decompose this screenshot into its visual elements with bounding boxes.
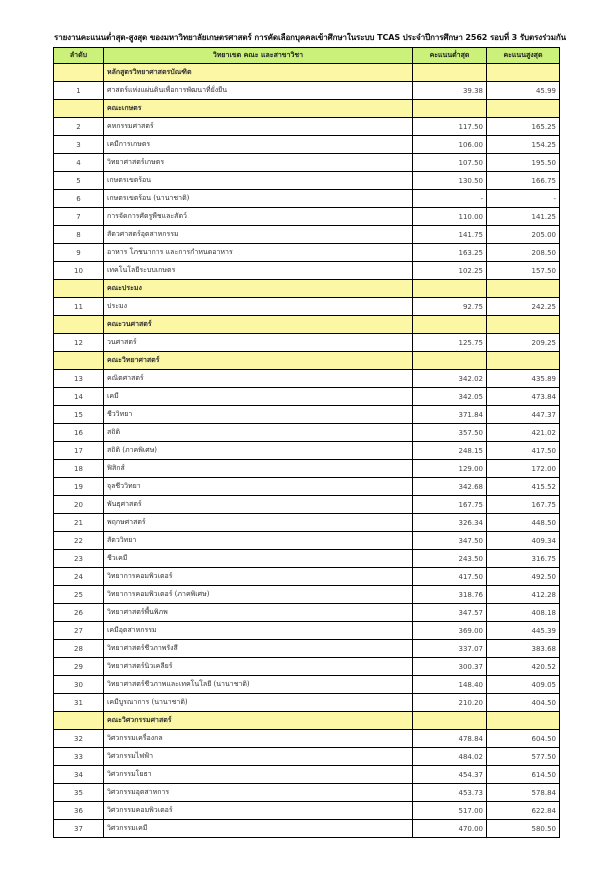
section-order: [54, 352, 104, 370]
section-name: คณะประมง: [104, 280, 413, 298]
table-row: [54, 496, 560, 514]
table-body: [54, 64, 560, 838]
row-max-score: 408.18: [487, 604, 560, 622]
row-program: เคมีอุตสาหกรรม: [104, 622, 413, 640]
row-order: 11: [54, 298, 104, 316]
row-order: 18: [54, 460, 104, 478]
section-name: คณะวนศาสตร์: [104, 316, 413, 334]
row-order: 32: [54, 730, 104, 748]
table-row: [54, 748, 560, 766]
row-min-score: 107.50: [413, 154, 487, 172]
row-order: 31: [54, 694, 104, 712]
row-max-score: 141.25: [487, 208, 560, 226]
row-order: 9: [54, 244, 104, 262]
row-max-score: 45.99: [487, 82, 560, 100]
table-row: [54, 370, 560, 388]
row-order: 19: [54, 478, 104, 496]
row-program: วิศวกรรมเครื่องกล: [104, 730, 413, 748]
row-min-score: 337.07: [413, 640, 487, 658]
section-max: [487, 712, 560, 730]
row-program: เกษตรเขตร้อน (นานาชาติ): [104, 190, 413, 208]
section-order: [54, 64, 104, 82]
row-order: 37: [54, 820, 104, 838]
section-min: [413, 280, 487, 298]
table-row: [54, 568, 560, 586]
header-order: ลำดับ: [54, 48, 104, 64]
row-max-score: 166.75: [487, 172, 560, 190]
row-max-score: 383.68: [487, 640, 560, 658]
row-program: ชีววิทยา: [104, 406, 413, 424]
row-program: สถิติ: [104, 424, 413, 442]
row-program: วิศวกรรมโยธา: [104, 766, 413, 784]
row-order: 25: [54, 586, 104, 604]
document-title: รายงานคะแนนต่ำสุด-สูงสุด ของมหาวิทยาลัยเกษตรศาสตร์ การคัดเลือกบุคคลเข้าศึกษาในระบบ TCAS ประจำปีการศึกษา 2562 รอบที่ 3 รับตรงร่วมกัน: [54, 33, 566, 42]
row-program: เคมี: [104, 388, 413, 406]
row-min-score: 129.00: [413, 460, 487, 478]
row-program: วิทยาศาสตร์ชีวภาพและเทคโนโลยี (นานาชาติ): [104, 676, 413, 694]
row-program: ประมง: [104, 298, 413, 316]
row-min-score: 130.50: [413, 172, 487, 190]
row-max-score: 420.52: [487, 658, 560, 676]
row-max-score: 316.75: [487, 550, 560, 568]
row-order: 6: [54, 190, 104, 208]
row-program: เกษตรเขตร้อน: [104, 172, 413, 190]
table-row: [54, 766, 560, 784]
row-min-score: 484.02: [413, 748, 487, 766]
section-max: [487, 100, 560, 118]
row-max-score: 580.50: [487, 820, 560, 838]
row-program: เคมีการเกษตร: [104, 136, 413, 154]
row-program: ชีวเคมี: [104, 550, 413, 568]
row-order: 7: [54, 208, 104, 226]
row-order: 29: [54, 658, 104, 676]
row-order: 12: [54, 334, 104, 352]
header-min-score: คะแนนต่ำสุด: [413, 48, 487, 64]
row-min-score: 326.34: [413, 514, 487, 532]
row-max-score: 208.50: [487, 244, 560, 262]
row-min-score: 517.00: [413, 802, 487, 820]
table-row: [54, 820, 560, 838]
row-order: 8: [54, 226, 104, 244]
row-min-score: 318.76: [413, 586, 487, 604]
header-program: วิทยาเขต คณะ และสาขาวิชา: [104, 48, 413, 64]
header-max-score: คะแนนสูงสุด: [487, 48, 560, 64]
row-order: 14: [54, 388, 104, 406]
section-min: [413, 100, 487, 118]
table-row: [54, 514, 560, 532]
row-min-score: 148.40: [413, 676, 487, 694]
row-order: 36: [54, 802, 104, 820]
row-max-score: 435.89: [487, 370, 560, 388]
row-min-score: 248.15: [413, 442, 487, 460]
row-max-score: 577.50: [487, 748, 560, 766]
section-max: [487, 352, 560, 370]
row-min-score: 117.50: [413, 118, 487, 136]
table-row: [54, 442, 560, 460]
row-order: 20: [54, 496, 104, 514]
row-max-score: 622.84: [487, 802, 560, 820]
table-row: [54, 118, 560, 136]
row-program: สัตววิทยา: [104, 532, 413, 550]
section-name: คณะวิศวกรรมศาสตร์: [104, 712, 413, 730]
row-order: 15: [54, 406, 104, 424]
table-row: [54, 802, 560, 820]
section-row: [54, 316, 560, 334]
row-program: วิศวกรรมคอมพิวเตอร์: [104, 802, 413, 820]
row-min-score: 141.75: [413, 226, 487, 244]
row-max-score: 195.50: [487, 154, 560, 172]
row-order: 3: [54, 136, 104, 154]
row-min-score: -: [413, 190, 487, 208]
row-max-score: 154.25: [487, 136, 560, 154]
table-row: [54, 586, 560, 604]
section-row: [54, 280, 560, 298]
row-min-score: 167.75: [413, 496, 487, 514]
row-program: วิทยาการคอมพิวเตอร์ (ภาคพิเศษ): [104, 586, 413, 604]
row-order: 30: [54, 676, 104, 694]
row-min-score: 453.73: [413, 784, 487, 802]
row-order: 23: [54, 550, 104, 568]
row-min-score: 417.50: [413, 568, 487, 586]
row-min-score: 163.25: [413, 244, 487, 262]
table-row: [54, 82, 560, 100]
table-row: [54, 676, 560, 694]
section-max: [487, 316, 560, 334]
row-min-score: 92.75: [413, 298, 487, 316]
row-program: พฤกษศาสตร์: [104, 514, 413, 532]
table-row: [54, 424, 560, 442]
table-row: [54, 154, 560, 172]
row-max-score: 167.75: [487, 496, 560, 514]
section-min: [413, 64, 487, 82]
table-row: [54, 334, 560, 352]
row-program: วิทยาศาสตร์เกษตร: [104, 154, 413, 172]
row-program: จุลชีววิทยา: [104, 478, 413, 496]
row-max-score: 417.50: [487, 442, 560, 460]
row-program: วิทยาศาสตร์นิวเคลียร์: [104, 658, 413, 676]
section-order: [54, 280, 104, 298]
row-order: 35: [54, 784, 104, 802]
row-program: เคมีบูรณาการ (นานาชาติ): [104, 694, 413, 712]
table-row: [54, 532, 560, 550]
row-max-score: 415.52: [487, 478, 560, 496]
table-row: [54, 208, 560, 226]
row-max-score: 409.05: [487, 676, 560, 694]
row-min-score: 347.50: [413, 532, 487, 550]
row-max-score: 205.00: [487, 226, 560, 244]
section-row: [54, 100, 560, 118]
row-order: 26: [54, 604, 104, 622]
row-max-score: 473.84: [487, 388, 560, 406]
row-max-score: 614.50: [487, 766, 560, 784]
table-row: [54, 262, 560, 280]
row-order: 34: [54, 766, 104, 784]
row-min-score: 347.57: [413, 604, 487, 622]
row-min-score: 243.50: [413, 550, 487, 568]
table-row: [54, 622, 560, 640]
row-min-score: 300.37: [413, 658, 487, 676]
section-order: [54, 100, 104, 118]
row-min-score: 39.38: [413, 82, 487, 100]
section-order: [54, 712, 104, 730]
row-max-score: 172.00: [487, 460, 560, 478]
row-program: ฟิสิกส์: [104, 460, 413, 478]
table-row: [54, 550, 560, 568]
section-min: [413, 316, 487, 334]
row-program: สัตวศาสตร์อุตสาหกรรม: [104, 226, 413, 244]
row-order: 1: [54, 82, 104, 100]
scores-table: [53, 47, 560, 838]
row-min-score: 357.50: [413, 424, 487, 442]
section-row: [54, 352, 560, 370]
section-row: [54, 64, 560, 82]
row-max-score: 604.50: [487, 730, 560, 748]
row-max-score: 209.25: [487, 334, 560, 352]
row-max-score: 409.34: [487, 532, 560, 550]
row-order: 24: [54, 568, 104, 586]
row-program: วิทยาศาสตร์พื้นพิภพ: [104, 604, 413, 622]
row-order: 10: [54, 262, 104, 280]
row-max-score: 492.50: [487, 568, 560, 586]
table-row: [54, 226, 560, 244]
row-program: วิศวกรรมอุตสาหการ: [104, 784, 413, 802]
row-program: วนศาสตร์: [104, 334, 413, 352]
row-order: 28: [54, 640, 104, 658]
row-program: วิศวกรรมเคมี: [104, 820, 413, 838]
row-max-score: 412.28: [487, 586, 560, 604]
table-row: [54, 136, 560, 154]
table-row: [54, 244, 560, 262]
row-program: ศาสตร์แห่งแผ่นดินเพื่อการพัฒนาที่ยั่งยืน: [104, 82, 413, 100]
row-min-score: 125.75: [413, 334, 487, 352]
row-program: พันธุศาสตร์: [104, 496, 413, 514]
section-max: [487, 64, 560, 82]
section-min: [413, 712, 487, 730]
row-program: คหกรรมศาสตร์: [104, 118, 413, 136]
table-header-row: [54, 48, 560, 64]
row-min-score: 342.05: [413, 388, 487, 406]
table-row: [54, 478, 560, 496]
row-min-score: 454.37: [413, 766, 487, 784]
row-order: 2: [54, 118, 104, 136]
row-min-score: 110.00: [413, 208, 487, 226]
table-row: [54, 604, 560, 622]
row-max-score: 165.25: [487, 118, 560, 136]
row-order: 21: [54, 514, 104, 532]
row-order: 13: [54, 370, 104, 388]
row-min-score: 369.00: [413, 622, 487, 640]
row-max-score: 404.50: [487, 694, 560, 712]
row-min-score: 470.00: [413, 820, 487, 838]
section-min: [413, 352, 487, 370]
row-max-score: 448.50: [487, 514, 560, 532]
table-row: [54, 388, 560, 406]
row-order: 22: [54, 532, 104, 550]
row-program: คณิตศาสตร์: [104, 370, 413, 388]
row-max-score: 578.84: [487, 784, 560, 802]
table-row: [54, 190, 560, 208]
row-min-score: 342.68: [413, 478, 487, 496]
row-min-score: 210.20: [413, 694, 487, 712]
row-min-score: 478.84: [413, 730, 487, 748]
section-order: [54, 316, 104, 334]
table-row: [54, 460, 560, 478]
row-max-score: 445.39: [487, 622, 560, 640]
table-row: [54, 658, 560, 676]
row-program: อาหาร โภชนาการ และการกำหนดอาหาร: [104, 244, 413, 262]
section-name: คณะเกษตร: [104, 100, 413, 118]
table-row: [54, 406, 560, 424]
section-max: [487, 280, 560, 298]
row-program: วิทยาการคอมพิวเตอร์: [104, 568, 413, 586]
row-max-score: -: [487, 190, 560, 208]
row-max-score: 157.50: [487, 262, 560, 280]
row-order: 4: [54, 154, 104, 172]
section-name: หลักสูตรวิทยาศาสตรบัณฑิต: [104, 64, 413, 82]
row-order: 17: [54, 442, 104, 460]
row-order: 33: [54, 748, 104, 766]
row-program: วิทยาศาสตร์ชีวภาพรังสี: [104, 640, 413, 658]
table-row: [54, 784, 560, 802]
row-program: เทคโนโลยีระบบเกษตร: [104, 262, 413, 280]
row-order: 27: [54, 622, 104, 640]
row-min-score: 342.02: [413, 370, 487, 388]
row-max-score: 447.37: [487, 406, 560, 424]
row-program: วิศวกรรมไฟฟ้า: [104, 748, 413, 766]
row-max-score: 242.25: [487, 298, 560, 316]
table-row: [54, 730, 560, 748]
table-row: [54, 172, 560, 190]
section-row: [54, 712, 560, 730]
row-min-score: 106.00: [413, 136, 487, 154]
row-order: 16: [54, 424, 104, 442]
section-name: คณะวิทยาศาสตร์: [104, 352, 413, 370]
row-order: 5: [54, 172, 104, 190]
row-min-score: 102.25: [413, 262, 487, 280]
table-row: [54, 694, 560, 712]
row-max-score: 421.02: [487, 424, 560, 442]
row-program: สถิติ (ภาคพิเศษ): [104, 442, 413, 460]
row-program: การจัดการศัตรูพืชและสัตว์: [104, 208, 413, 226]
table-row: [54, 640, 560, 658]
row-min-score: 371.84: [413, 406, 487, 424]
table-row: [54, 298, 560, 316]
